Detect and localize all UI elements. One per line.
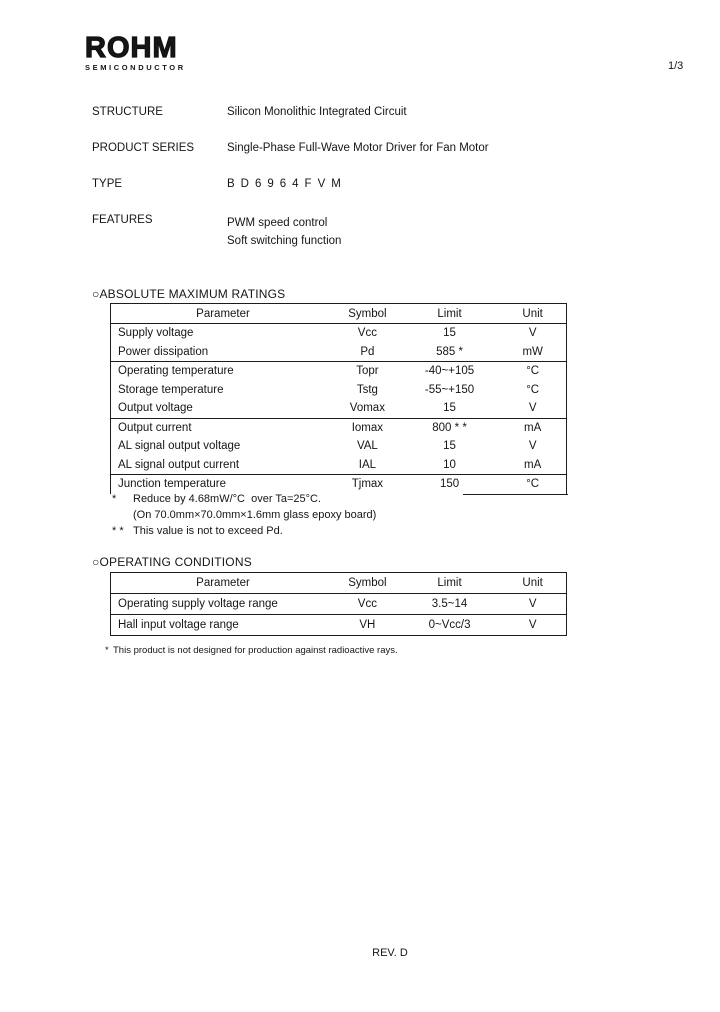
cell-unit: V: [528, 440, 537, 453]
cell-parameter: Operating temperature: [118, 365, 234, 378]
footnote-text: This value is not to exceed Pd.: [133, 525, 283, 537]
cell-symbol: Vomax: [349, 402, 385, 415]
cell-limit: 10: [443, 458, 456, 471]
type-value: BD6964FVM: [227, 178, 347, 190]
header-parameter: Parameter: [196, 577, 250, 589]
table-header-row: [111, 304, 566, 324]
footnote: [112, 493, 321, 505]
rohm-logo-text: ROHM: [85, 32, 178, 64]
footnote: [112, 525, 283, 537]
table-row: [111, 437, 566, 456]
page-number: 1/3: [668, 60, 684, 72]
footnote: [112, 509, 376, 521]
section-bullet-icon: ○: [92, 287, 100, 301]
cell-limit: 150: [439, 478, 460, 491]
cell-parameter: AL signal output voltage: [118, 440, 241, 453]
table-row: [111, 361, 566, 381]
footnote-marker: [112, 509, 133, 521]
table-row: [111, 456, 566, 475]
cell-parameter: AL signal output current: [118, 458, 240, 471]
cell-symbol: Iomax: [351, 421, 384, 434]
footnote-marker: *: [105, 645, 109, 656]
cell-unit: °C: [526, 478, 540, 491]
table-row: [111, 381, 566, 400]
cell-limit: 15: [443, 402, 456, 415]
cell-unit: mA: [524, 458, 542, 471]
cell-limit: 800 * *: [432, 421, 467, 434]
cell-parameter: Hall input voltage range: [118, 619, 239, 631]
cell-unit: V: [528, 619, 537, 631]
header-symbol: Symbol: [348, 577, 387, 589]
cell-unit: °C: [526, 365, 540, 378]
table-row: [111, 614, 566, 635]
cell-limit: -55~+150: [424, 383, 475, 396]
structure-label: STRUCTURE: [92, 106, 163, 118]
cell-parameter: Junction temperature: [118, 478, 227, 491]
cell-symbol: IAL: [358, 458, 377, 471]
cell-limit: -40~+105: [424, 365, 475, 378]
type-label: TYPE: [92, 178, 123, 190]
cell-parameter: Operating supply voltage range: [118, 598, 278, 610]
cell-unit: mA: [524, 421, 542, 434]
cell-symbol: Vcc: [357, 598, 377, 610]
table-row: [111, 474, 566, 494]
abs-max-ratings-title: [92, 287, 285, 301]
revision-label: REV. D: [372, 947, 408, 959]
cell-symbol: Tjmax: [351, 478, 384, 491]
cell-parameter: Storage temperature: [118, 383, 224, 396]
table-row: [111, 343, 566, 362]
cell-limit: 585 *: [436, 345, 463, 358]
cell-unit: V: [528, 402, 537, 415]
cell-parameter: Supply voltage: [118, 327, 194, 340]
structure-value: Silicon Monolithic Integrated Circuit: [227, 106, 407, 118]
cell-unit: °C: [526, 383, 540, 396]
section-title-text: OPERATING CONDITIONS: [99, 555, 252, 569]
table-row: [111, 418, 566, 438]
features-value: [227, 214, 341, 250]
absolute-maximum-ratings-table: [110, 303, 567, 494]
table-bottom-edge: [463, 494, 568, 496]
feature-item: Soft switching function: [227, 235, 342, 247]
cell-symbol: Vcc: [357, 327, 377, 340]
product-series-label: PRODUCT SERIES: [92, 142, 195, 154]
table-row: [111, 594, 566, 614]
header-unit: Unit: [522, 577, 543, 589]
cell-symbol: Topr: [356, 365, 379, 378]
footnote-text: Reduce by 4.68mW/°C over Ta=25°C.: [133, 493, 322, 505]
header-limit: Limit: [437, 307, 462, 320]
header-symbol: Symbol: [348, 307, 387, 320]
radioactive-rays-footnote: [105, 645, 398, 656]
section-title-text: ABSOLUTE MAXIMUM RATINGS: [99, 287, 286, 301]
table-row: [111, 324, 566, 343]
section-bullet-icon: ○: [92, 555, 100, 569]
cell-symbol: Tstg: [356, 383, 378, 396]
rohm-logo-subtext: SEMICONDUCTOR: [85, 63, 186, 72]
cell-limit: 0~Vcc/3: [428, 619, 471, 631]
cell-unit: mW: [522, 345, 543, 358]
cell-symbol: Pd: [360, 345, 375, 358]
cell-symbol: VAL: [356, 440, 378, 453]
cell-unit: V: [528, 598, 537, 610]
table-header-row: [111, 573, 566, 594]
footnote-marker: * *: [112, 525, 124, 537]
footnote-text: (On 70.0mm×70.0mm×1.6mm glass epoxy board): [133, 509, 377, 521]
cell-parameter: Power dissipation: [118, 345, 209, 358]
rohm-logo: [85, 34, 186, 72]
cell-unit: V: [528, 327, 537, 340]
header-limit: Limit: [437, 577, 462, 589]
cell-parameter: Output voltage: [118, 402, 193, 415]
header-parameter: Parameter: [196, 307, 250, 320]
features-label: FEATURES: [92, 214, 153, 226]
cell-parameter: Output current: [118, 421, 192, 434]
cell-limit: 15: [443, 327, 456, 340]
cell-symbol: VH: [359, 619, 376, 631]
header-unit: Unit: [522, 307, 543, 320]
feature-item: PWM speed control: [227, 217, 328, 229]
footnote-text: This product is not designed for production against radioactive rays.: [113, 645, 398, 656]
operating-conditions-table: [110, 572, 567, 636]
product-series-value: Single-Phase Full-Wave Motor Driver for Fan Motor: [227, 142, 489, 154]
footnote-marker: *: [112, 493, 117, 505]
cell-limit: 15: [443, 440, 456, 453]
operating-conditions-title: [92, 555, 252, 569]
table-row: [111, 399, 566, 418]
cell-limit: 3.5~14: [431, 598, 468, 610]
